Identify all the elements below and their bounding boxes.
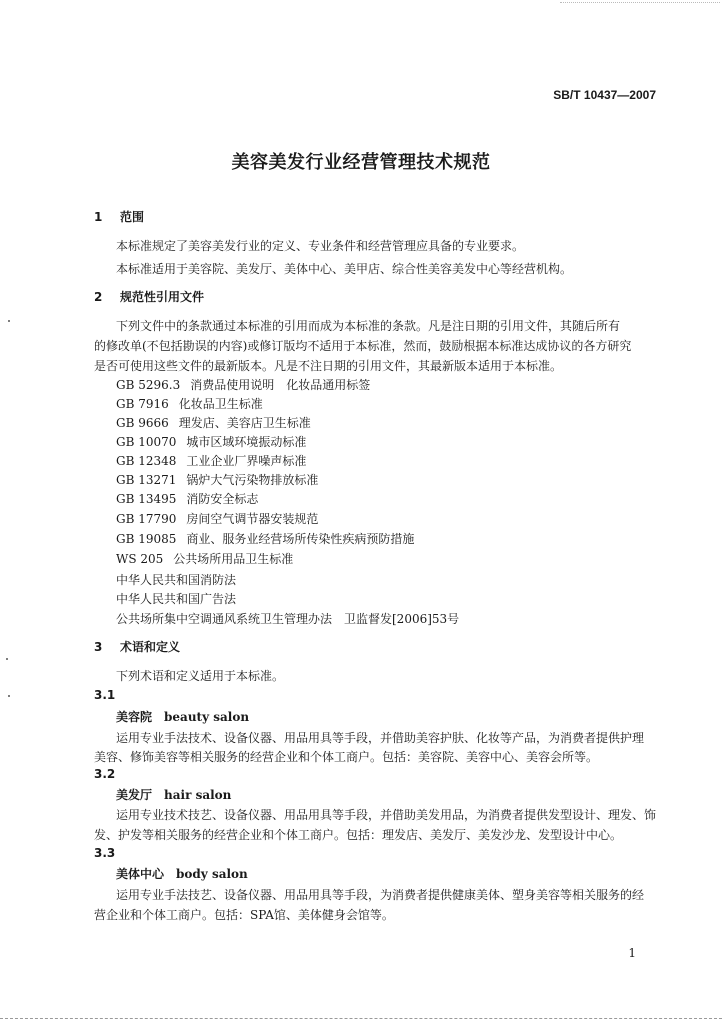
- reference-title: 锅炉大气污染物排放标准: [186, 473, 319, 487]
- page-number: 1: [628, 946, 636, 960]
- scan-edge: [560, 2, 720, 3]
- reference-title: 房间空气调节器安装规范: [186, 512, 319, 526]
- reference-item: [116, 530, 414, 547]
- section-number: 2: [94, 290, 103, 304]
- definition-number: 3.1: [94, 688, 116, 702]
- reference-title: 工业企业厂界噪声标准: [186, 454, 307, 468]
- reference-title: 城市区域环境振动标准: [186, 435, 307, 449]
- reference-code: GB 17790: [116, 512, 177, 526]
- reference-item: [116, 452, 306, 469]
- reference-code: GB 5296.3: [116, 378, 181, 392]
- section-title: 规范性引用文件: [120, 290, 205, 304]
- reference-item: [116, 510, 318, 527]
- definition-number: 3.3: [94, 846, 116, 860]
- reference-code: GB 19085: [116, 532, 177, 546]
- term-en: beauty salon: [164, 710, 250, 724]
- reference-item: [116, 414, 311, 431]
- scan-speck: [6, 658, 8, 660]
- scan-bottom-edge: [0, 1018, 722, 1019]
- paragraph-line: 的修改单(不包括勘误的内容)或修订版均不适用于本标准，然而，鼓励根据本标准达成协议的各方研究: [94, 339, 632, 353]
- reference-code: WS 205: [116, 552, 164, 566]
- term-heading: [116, 865, 248, 882]
- reference-item: [116, 376, 370, 393]
- section-number: 1: [94, 210, 103, 224]
- term-heading: [116, 708, 249, 725]
- reference-code: GB 10070: [116, 435, 177, 449]
- reference-title: 消防安全标志: [186, 492, 259, 506]
- term-cn: 美容院: [116, 710, 153, 724]
- section-number: 3: [94, 640, 103, 654]
- definition-line: 运用专业手法技术、设备仪器、用品用具等手段，并借助美容护肤、化妆等产品，为消费者提供护理: [116, 731, 645, 745]
- definition-line: 发、护发等相关服务的经营企业和个体工商户。包括：理发店、美发厅、美发沙龙、发型设计中心。: [94, 828, 623, 842]
- reference-title: 理发店、美容店卫生标准: [178, 416, 311, 430]
- section-heading-terms: [94, 638, 180, 655]
- paragraph: 本标准适用于美容院、美发厅、美体中心、美甲店、综合性美容美发中心等经营机构。: [116, 262, 573, 276]
- term-en: body salon: [176, 867, 248, 881]
- reference-code: GB 9666: [116, 416, 169, 430]
- definition-line: 运用专业技术技艺、设备仪器、用品用具等手段，并借助美发用品，为消费者提供发型设计、理发、饰: [116, 808, 657, 822]
- definition-number: 3.2: [94, 767, 116, 781]
- paragraph: 下列术语和定义适用于本标准。: [116, 669, 285, 683]
- standard-code: SB/T 10437—2007: [553, 88, 656, 102]
- scan-speck: [8, 695, 10, 697]
- paragraph-line: 下列文件中的条款通过本标准的引用而成为本标准的条款。凡是注日期的引用文件，其随后所有: [116, 319, 621, 333]
- reference-item: [116, 490, 258, 507]
- reference-item: [116, 471, 318, 488]
- section-heading-scope: [94, 208, 144, 225]
- paragraph-line: 是否可使用这些文件的最新版本。凡是不注日期的引用文件，其最新版本适用于本标准。: [94, 359, 563, 373]
- law-item: 中华人民共和国广告法: [116, 592, 237, 606]
- reference-code: GB 12348: [116, 454, 177, 468]
- term-heading: [116, 786, 231, 803]
- term-en: hair salon: [164, 788, 232, 802]
- definition-line: 营企业和个体工商户。包括：SPA馆、美体健身会馆等。: [94, 908, 394, 922]
- section-title: 术语和定义: [120, 640, 181, 654]
- reference-item: [116, 550, 293, 567]
- reference-item: [116, 433, 306, 450]
- reference-title: 化妆品卫生标准: [178, 397, 263, 411]
- definition-line: 运用专业手法技艺、设备仪器、用品用具等手段，为消费者提供健康美体、塑身美容等相关服务的经: [116, 888, 645, 902]
- scan-speck: [8, 320, 10, 322]
- reference-title: 公共场所用品卫生标准: [173, 552, 294, 566]
- document-title: 美容美发行业经营管理技术规范: [231, 152, 491, 173]
- term-cn: 美发厅: [116, 788, 153, 802]
- paragraph: 本标准规定了美容美发行业的定义、专业条件和经营管理应具备的专业要求。: [116, 239, 525, 253]
- reference-item: [116, 395, 263, 412]
- section-title: 范围: [120, 210, 145, 224]
- reference-code: GB 13495: [116, 492, 177, 506]
- law-item: 中华人民共和国消防法: [116, 573, 237, 587]
- reference-code: GB 7916: [116, 397, 169, 411]
- law-item: 公共场所集中空调通风系统卫生管理办法 卫监督发[2006]53号: [116, 612, 460, 626]
- reference-code: GB 13271: [116, 473, 177, 487]
- term-cn: 美体中心: [116, 867, 165, 881]
- reference-title: 商业、服务业经营场所传染性疾病预防措施: [186, 532, 415, 546]
- reference-title: 消费品使用说明 化妆品通用标签: [190, 378, 371, 392]
- definition-line: 美容、修饰美容等相关服务的经营企业和个体工商户。包括：美容院、美容中心、美容会所等。: [94, 750, 599, 764]
- section-heading-normative-refs: [94, 288, 204, 305]
